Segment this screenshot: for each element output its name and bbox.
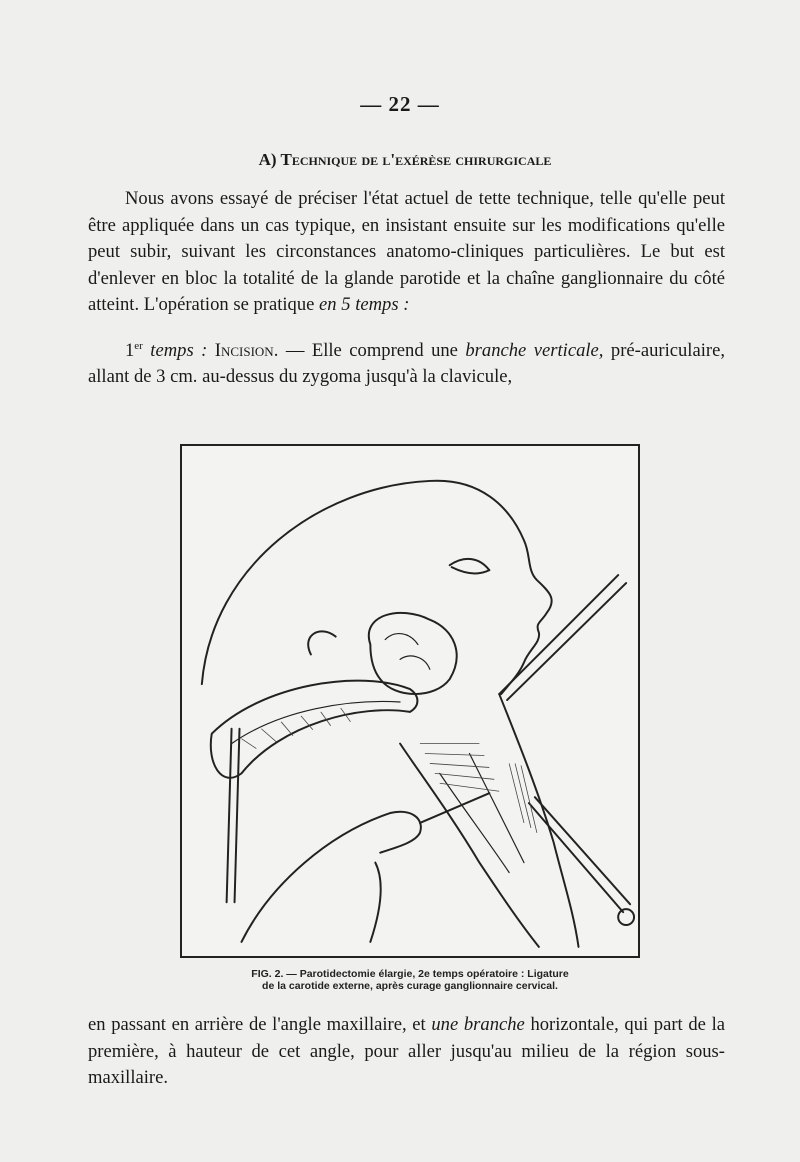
continuation-emphasis: une branche (431, 1014, 525, 1035)
step-text-a: — Elle comprend une (278, 339, 466, 361)
intro-paragraph (88, 186, 725, 319)
step-title: Incision. (207, 339, 279, 361)
step-emphasis: branche verticale, (465, 339, 604, 361)
body-text-top (88, 186, 725, 391)
surgical-illustration (180, 444, 640, 958)
step-text-b: pré-auriculaire, allant de 3 cm. au-dessus du zygoma jusqu'à la clavicule, (88, 339, 725, 388)
continuation-text-a: en passant en arrière de l'angle maxillaire, et (88, 1014, 432, 1035)
caption-line-2: de la carotide externe, après curage ganglionnaire cervical. (262, 980, 558, 992)
figure-caption (190, 968, 630, 992)
continuation-paragraph (88, 1012, 725, 1092)
step-number: 1 (125, 339, 135, 361)
section-heading: A) Technique de l'exérèse chirurgicale (258, 150, 552, 169)
body-text-bottom (88, 1012, 725, 1092)
step-temps: temps : (142, 339, 208, 361)
step-paragraph (88, 333, 725, 391)
page-number: — 22 — (360, 92, 440, 116)
surgical-drawing (182, 446, 638, 956)
caption-line-1: FIG. 2. — Parotidectomie élargie, 2e temps opératoire : Ligature (251, 968, 569, 980)
intro-text: Nous avons essayé de préciser l'état actuel de tette technique, telle qu'elle peut être appliquée dans un cas typique, en insistant ensuite sur les modifications qu'elle peut subir, suivant les circonstances anatomo-cliniques particulières. Le but est d'enlever en bloc la totalité de la glande parotide et la chaîne ganglionnaire du côté atteint. L'opération se pratique (88, 188, 725, 315)
intro-emphasis: en 5 temps : (319, 294, 410, 315)
continuation-text-b: horizontale, qui part de la première, à hauteur de cet angle, pour aller jusqu'au milieu de la région sous-maxillaire. (88, 1014, 725, 1088)
step-ordinal: er (134, 339, 143, 352)
